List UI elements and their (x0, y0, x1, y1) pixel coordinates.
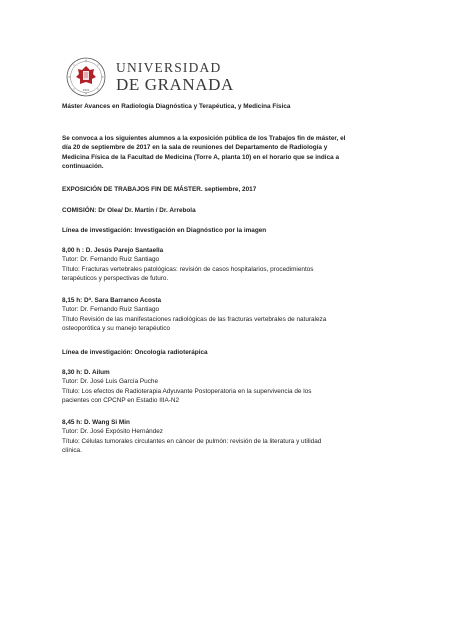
tutor: Tutor: Dr. Fernando Ruiz Santiago (62, 256, 160, 264)
student-schedule: 8,15 h: Dª. Sara Barranco Acosta (62, 297, 162, 304)
list-item (62, 418, 392, 455)
research-line-heading: Línea de investigación: Investigación en Diagnóstico por la imagen (62, 227, 267, 234)
university-logo (66, 56, 234, 98)
tutor: Tutor: Dr. José Luis García Puche (62, 378, 159, 386)
work-title-line: pacientes con CPCNP en Estadio IIIA-N2 (62, 396, 180, 404)
intro-line: Se convoca a los siguientes alumnos a la exposición pública de los Trabajos fin de máster, el (62, 135, 346, 142)
logo-line-universidad: UNIVERSIDAD (116, 59, 222, 75)
exposition-title: EXPOSICIÓN DE TRABAJOS FIN DE MÁSTER. septiembre, 2017 (62, 186, 257, 193)
student-schedule: 8,00 h : D. Jesús Parejo Santaella (62, 247, 164, 254)
university-seal-icon (66, 57, 106, 97)
tutor: Tutor: Dr. Fernando Ruiz Santiago (62, 306, 160, 314)
tutor: Tutor: Dr. José Expósito Hernández (62, 428, 163, 436)
work-title-line: Título: Los efectos de Radioterapia Adyuvante Postoperatoria en la supervivencia de los (62, 387, 312, 395)
commission: COMISIÓN: Dr Olea/ Dr. Martín / Dr. Arrebola (62, 207, 196, 214)
work-title-line: clínica. (62, 446, 82, 454)
work-title-line: terapéuticos y perspectivas de futuro. (62, 274, 169, 282)
intro-line: continuación. (62, 162, 104, 170)
seal-year: 1531 (82, 88, 90, 92)
work-title-line: Título Revisión de las manifestaciones radiológicas de las fracturas vertebrales de naturaleza (62, 315, 327, 323)
intro-paragraph (62, 134, 392, 171)
list-item (62, 246, 392, 283)
work-title-line: Título: Células tumorales circulantes en cáncer de pulmón: revisión de la literatura y utilidad (62, 437, 322, 445)
intro-line: día 20 de septiembre de 2017 en la sala de reuniones del Departamento de Radiología y (62, 144, 328, 152)
work-title-line: Título: Fracturas vertebrales patológicas: revisión de casos hospitalarios, procedimientos (62, 265, 314, 273)
intro-line: Medicina Física de la Facultad de Medicina (Torre A, planta 10) en el horario que se indica a (62, 153, 340, 161)
work-title-line: osteoporótica y su manejo terapéutico (62, 324, 170, 332)
list-item (62, 296, 392, 333)
research-line-heading: Línea de investigación: Oncología radioterápica (62, 349, 208, 356)
student-schedule: 8,45 h: D. Wang Si Min (62, 419, 130, 426)
master-title: Máster Avances en Radiología Diagnóstica y Terapéutica, y Medicina Física (62, 103, 291, 110)
logo-line-de-granada: DE GRANADA (116, 75, 234, 95)
list-item (62, 368, 392, 405)
student-schedule: 8,30 h: D. Ailum (62, 369, 110, 376)
